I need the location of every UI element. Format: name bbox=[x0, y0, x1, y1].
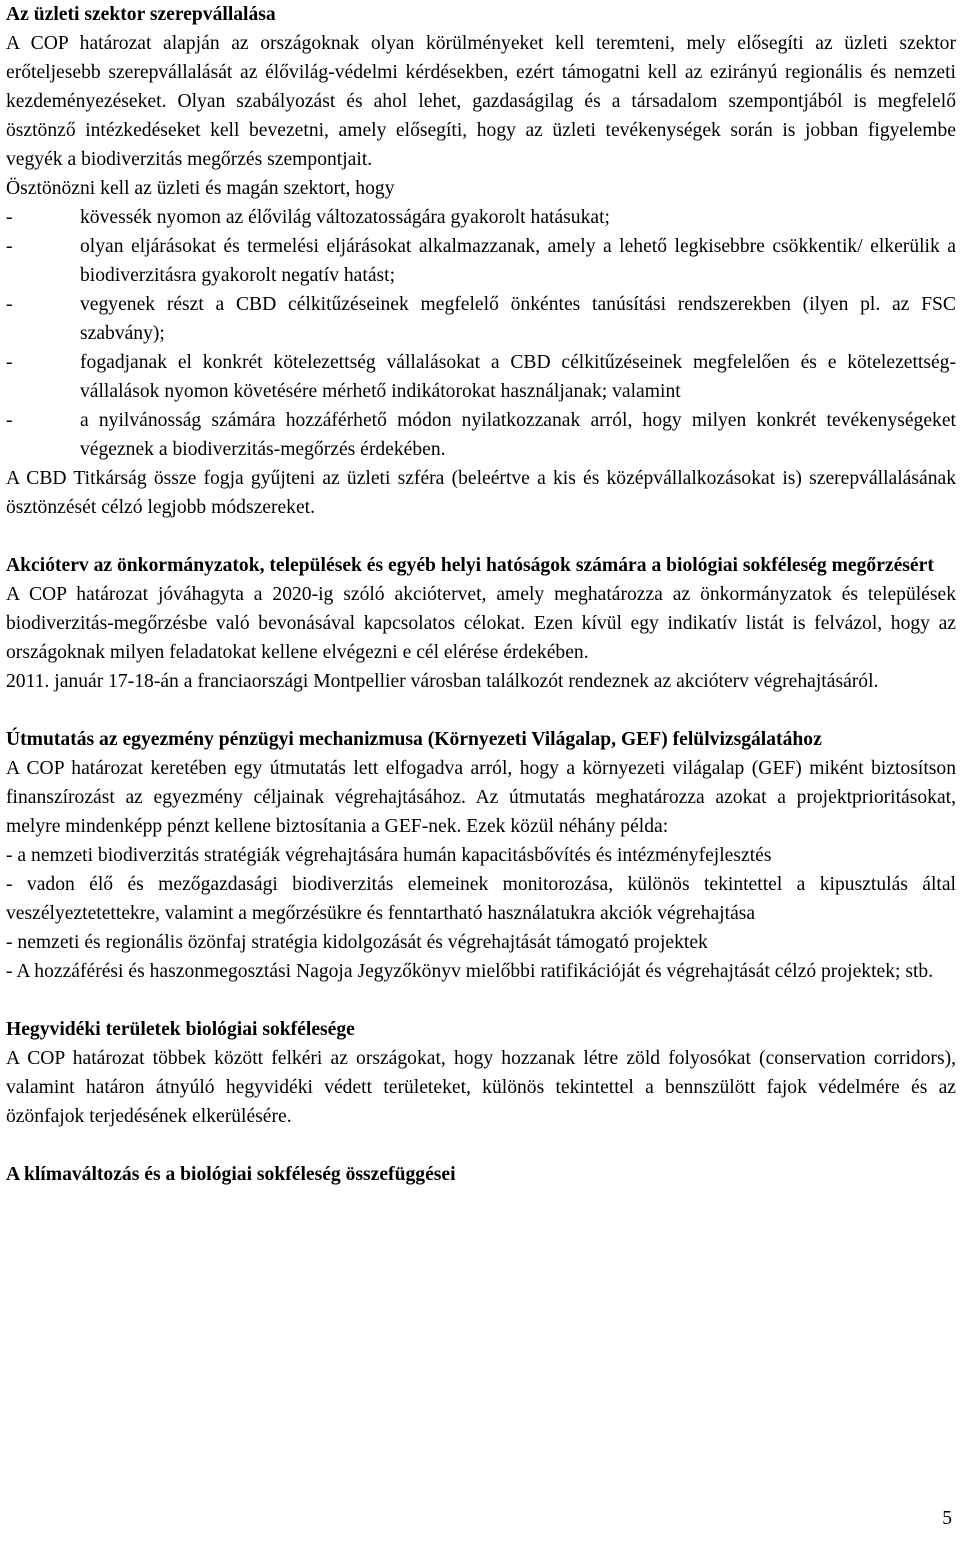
list-item bbox=[6, 348, 956, 406]
list-dash: - bbox=[6, 352, 13, 373]
list-item bbox=[6, 290, 956, 348]
list-item-text: fogadjanak el konkrét kötelezettség vállalásokat a CBD célkitűzéseinek megfelelően és e kötelezettség-vállalások nyomon követésére mérhető indikátorokat használjanak; valamint bbox=[80, 352, 956, 402]
paragraph-business-1: A COP határozat alapján az országoknak olyan körülményeket kell teremteni, mely elősegíti az üzleti szektor erőteljesebb szerepvállalását az élővilág-védelmi kérdésekben, ezért támogatni kell az ezirányú regionális és nemzeti kezdeményezéseket. Olyan szabályozást és ahol lehet, gazdaságilag és a társadalom szempontjából is megfelelő ösztönző intézkedéseket kell bevezetni, amely elősegíti, hogy az üzleti tevékenységek során is jobban figyelembe vegyék a biodiverzitás megőrzés szempontjait. bbox=[6, 33, 956, 170]
list-item-text: olyan eljárásokat és termelési eljárásokat alkalmazzanak, amely a lehető legkisebbre csökkentik/ elkerülik a biodiverzitásra gyakorolt negatív hatást; bbox=[80, 236, 956, 286]
paragraph-business-closing: A CBD Titkárság össze fogja gyűjteni az üzleti szféra (beleértve a kis és középvállalkozásokat is) szerepvállalásának ösztönzését célzó legjobb módszereket. bbox=[6, 468, 956, 518]
paragraph-mountain-1: A COP határozat többek között felkéri az országokat, hogy hozzanak létre zöld folyosókat (conservation corridors), valamint határon átnyúló hegyvidéki védett területeket, különös tekintettel a bennszülött fajok védelmére és az özönfajok terjedésének elkerülésére. bbox=[6, 1048, 956, 1127]
list-item-text: kövessék nyomon az élővilág változatosságára gyakorolt hatásukat; bbox=[80, 207, 610, 228]
paragraph-gef-1: A COP határozat keretében egy útmutatás lett elfogadva arról, hogy a környezeti világalap (GEF) miként biztosítson finanszírozást az egyezmény céljainak végrehajtásához. Az útmutatás meghatározza azokat a projektprioritásokat, melyre mindenképp pénzt kellene biztosítania a GEF-nek. Ezek közül néhány példa: bbox=[6, 758, 956, 837]
page-number: 5 bbox=[942, 1508, 952, 1529]
list-dash: - bbox=[6, 207, 13, 228]
list-item bbox=[6, 203, 956, 232]
gef-list-item: - nemzeti és regionális özönfaj stratégia kidolgozását és végrehajtását támogató projektek bbox=[6, 932, 708, 953]
paragraph-local-gov-1: A COP határozat jóváhagyta a 2020-ig szóló akciótervet, amely meghatározza az önkormányzatok és települések biodiverzitás-megőrzésbe való bevonásával kapcsolatos célokat. Ezen kívül egy indikatív listát is felvázol, hogy az országoknak milyen feladatokat kellene elvégezni e cél elérése érdekében. bbox=[6, 584, 956, 663]
section-heading-local-gov: Akcióterv az önkormányzatok, települések és egyéb helyi hatóságok számára a biológiai sokféleség megőrzésért bbox=[6, 555, 934, 576]
gef-list-item: - vadon élő és mezőgazdasági biodiverzitás elemeinek monitorozása, különös tekintettel a kipusztulás által veszélyeztetettekre, valamint a megőrzésükre és fenntartható használatukra akciók végrehajtása bbox=[6, 874, 956, 924]
list-dash: - bbox=[6, 294, 13, 315]
list-dash: - bbox=[6, 410, 13, 431]
section-spacer bbox=[6, 1131, 956, 1160]
section-spacer bbox=[6, 522, 956, 551]
section-spacer bbox=[6, 986, 956, 1015]
business-dash-list bbox=[6, 203, 956, 464]
paragraph-local-gov-2: 2011. január 17-18-án a franciaországi Montpellier városban találkozót rendeznek az akcióterv végrehajtásáról. bbox=[6, 671, 879, 692]
document-page bbox=[6, 0, 956, 1189]
gef-list-item: - A hozzáférési és haszonmegosztási Nagoja Jegyzőkönyv mielőbbi ratifikációját és végrehajtását célzó projektek; stb. bbox=[6, 961, 934, 982]
gef-list-item: - a nemzeti biodiverzitás stratégiák végrehajtására humán kapacitásbővítés és intézményfejlesztés bbox=[6, 845, 772, 866]
section-heading-gef: Útmutatás az egyezmény pénzügyi mechanizmusa (Környezeti Világalap, GEF) felülvizsgálatához bbox=[6, 729, 822, 750]
list-item-text: vegyenek részt a CBD célkitűzéseinek megfelelő önkéntes tanúsítási rendszerekben (ilyen pl. az FSC szabvány); bbox=[80, 294, 956, 344]
paragraph-business-intro: Ösztönözni kell az üzleti és magán szektort, hogy bbox=[6, 178, 395, 199]
section-heading-business: Az üzleti szektor szerepvállalása bbox=[6, 4, 276, 25]
section-heading-climate: A klímaváltozás és a biológiai sokféleség összefüggései bbox=[6, 1164, 456, 1185]
list-dash: - bbox=[6, 236, 13, 257]
section-heading-mountain: Hegyvidéki területek biológiai sokfélesége bbox=[6, 1019, 355, 1040]
list-item-text: a nyilvánosság számára hozzáférhető módon nyilatkozzanak arról, hogy milyen konkrét tevékenységeket végeznek a biodiverzitás-megőrzés érdekében. bbox=[80, 410, 956, 460]
list-item bbox=[6, 406, 956, 464]
list-item bbox=[6, 232, 956, 290]
section-spacer bbox=[6, 696, 956, 725]
